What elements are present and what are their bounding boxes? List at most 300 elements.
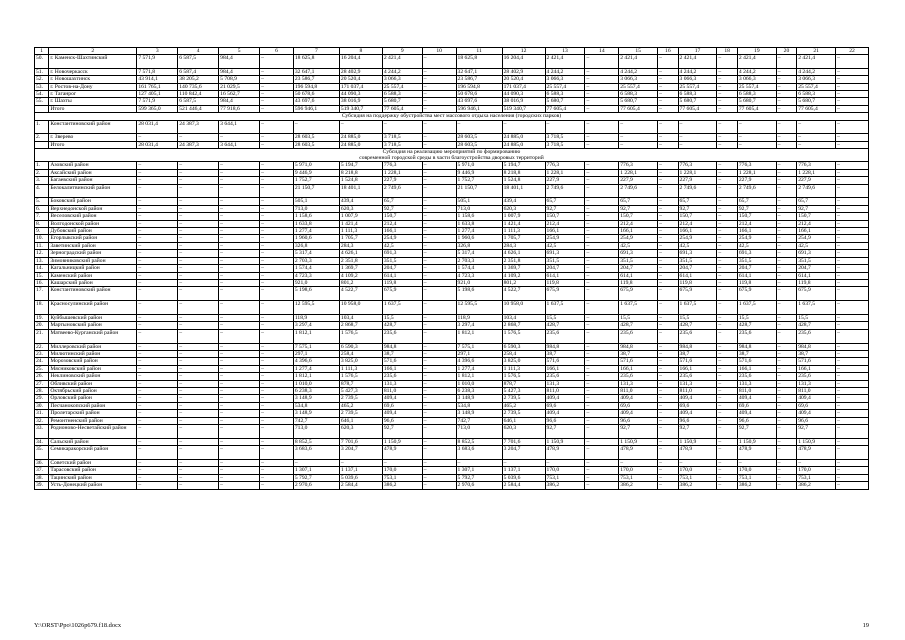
value-cell: 6 587,5 <box>178 98 219 105</box>
value-cell: 2 749,6 <box>678 184 717 198</box>
value-cell: 284,3 <box>339 242 382 249</box>
value-cell: – <box>260 322 294 329</box>
value-cell: 614,1 <box>382 272 422 279</box>
value-cell: – <box>422 184 456 198</box>
value-cell: 25 557,4 <box>797 83 836 90</box>
value-cell: 675,9 <box>545 287 585 301</box>
value-cell: 3 148,9 <box>293 410 339 417</box>
table-row <box>35 474 869 481</box>
value-cell: 326,8 <box>456 242 502 249</box>
value-cell: – <box>422 213 456 220</box>
value-cell: – <box>737 460 776 467</box>
value-cell: – <box>137 162 178 169</box>
value-cell: 28 402,9 <box>502 68 545 75</box>
value-cell: 119,8 <box>678 279 717 286</box>
value-cell: 614,1 <box>678 272 717 279</box>
value-cell: 571,6 <box>545 358 585 365</box>
value-cell: – <box>836 322 869 329</box>
table-row <box>35 287 869 301</box>
value-cell: 409,4 <box>545 395 585 402</box>
value-cell: 8 218,8 <box>502 169 545 176</box>
row-number-cell: 11. <box>35 242 49 249</box>
value-cell: – <box>658 329 678 343</box>
value-cell: 170,0 <box>678 467 717 474</box>
table-row <box>35 350 869 357</box>
value-cell: – <box>776 402 796 409</box>
value-cell: 753,1 <box>545 474 585 481</box>
value-cell: 69,6 <box>678 402 717 409</box>
value-cell: 1 158,6 <box>293 213 339 220</box>
value-cell: – <box>776 242 796 249</box>
value-cell: – <box>776 141 796 148</box>
value-cell: – <box>178 287 219 301</box>
value-cell: 65,7 <box>382 198 422 205</box>
value-cell: 24 885,0 <box>339 141 382 148</box>
value-cell: – <box>836 380 869 387</box>
value-cell: – <box>422 358 456 365</box>
value-cell: – <box>776 474 796 481</box>
value-cell: – <box>219 410 260 417</box>
value-cell: 3 066,3 <box>619 76 658 83</box>
value-cell: 1 421,4 <box>502 220 545 227</box>
municipality-cell: Усть-Донецкий район <box>49 482 137 489</box>
value-cell: – <box>178 343 219 350</box>
value-cell: 25 557,4 <box>545 83 585 90</box>
row-number-cell: 25. <box>35 365 49 372</box>
value-cell: – <box>178 410 219 417</box>
value-cell: 166,1 <box>737 228 776 235</box>
value-cell: – <box>178 329 219 343</box>
value-cell: 150,7 <box>678 213 717 220</box>
value-cell: – <box>585 365 619 372</box>
row-number-cell: 23. <box>35 350 49 357</box>
value-cell: – <box>717 83 737 90</box>
value-cell: – <box>585 387 619 394</box>
value-cell: – <box>260 177 294 184</box>
value-cell: 235,6 <box>619 329 658 343</box>
value-cell: – <box>178 467 219 474</box>
value-cell: 620,3 <box>339 425 382 439</box>
table-row <box>35 438 869 445</box>
municipality-cell: Итого <box>49 141 137 148</box>
document-page <box>34 47 869 490</box>
municipality-cell: Тарасовский район <box>49 467 137 474</box>
value-cell: 77 605,4 <box>619 105 658 112</box>
value-cell: – <box>178 350 219 357</box>
value-cell: 15,5 <box>545 314 585 321</box>
value-cell: – <box>422 55 456 69</box>
value-cell: – <box>658 446 678 460</box>
value-cell: 1 421,4 <box>339 220 382 227</box>
value-cell: – <box>137 365 178 372</box>
value-cell: – <box>585 279 619 286</box>
value-cell: – <box>178 272 219 279</box>
value-cell: – <box>717 235 737 242</box>
table-row <box>35 395 869 402</box>
value-cell: – <box>178 314 219 321</box>
row-number-cell: 19. <box>35 314 49 321</box>
value-cell: – <box>422 242 456 249</box>
column-number-cell: 8 <box>339 48 382 55</box>
value-cell: – <box>422 350 456 357</box>
value-cell: 4 396,6 <box>293 358 339 365</box>
value-cell: – <box>717 425 737 439</box>
value-cell: 131,3 <box>737 380 776 387</box>
value-cell: – <box>137 425 178 439</box>
value-cell: 7 571,9 <box>137 98 178 105</box>
row-number-cell: 3. <box>35 177 49 184</box>
value-cell: – <box>776 329 796 343</box>
value-cell: 4 522,7 <box>339 287 382 301</box>
value-cell: 2 739,5 <box>339 395 382 402</box>
value-cell: 131,3 <box>678 380 717 387</box>
value-cell: 478,9 <box>678 446 717 460</box>
value-cell: – <box>422 314 456 321</box>
value-cell: – <box>776 314 796 321</box>
value-cell: – <box>658 482 678 489</box>
value-cell: 1 111,3 <box>502 365 545 372</box>
value-cell: 235,6 <box>545 329 585 343</box>
value-cell: 96,6 <box>678 417 717 424</box>
value-cell: – <box>260 343 294 350</box>
value-cell: – <box>717 162 737 169</box>
value-cell: – <box>797 141 836 148</box>
value-cell: 7 701,6 <box>339 438 382 445</box>
value-cell: – <box>137 417 178 424</box>
value-cell: – <box>737 134 776 141</box>
value-cell: – <box>422 446 456 460</box>
value-cell: – <box>717 177 737 184</box>
value-cell: – <box>717 395 737 402</box>
value-cell: 28 603,5 <box>456 141 502 148</box>
value-cell: – <box>137 228 178 235</box>
value-cell: 409,4 <box>545 410 585 417</box>
row-number-cell: 26. <box>35 373 49 380</box>
municipality-cell: Обливский район <box>49 380 137 387</box>
value-cell: – <box>260 446 294 460</box>
value-cell: – <box>137 250 178 257</box>
value-cell: – <box>137 460 178 467</box>
value-cell: – <box>585 395 619 402</box>
value-cell: 28 603,5 <box>293 141 339 148</box>
value-cell: – <box>776 98 796 105</box>
value-cell: – <box>717 272 737 279</box>
value-cell: 1 007,9 <box>502 213 545 220</box>
value-cell: 614,1 <box>545 272 585 279</box>
value-cell: 675,9 <box>737 287 776 301</box>
value-cell: – <box>137 387 178 394</box>
value-cell: 1 637,5 <box>737 301 776 315</box>
value-cell: – <box>776 55 796 69</box>
value-cell: 5 317,4 <box>456 250 502 257</box>
value-cell: 776,3 <box>545 162 585 169</box>
value-cell: 1 524,8 <box>339 177 382 184</box>
value-cell: 170,0 <box>545 467 585 474</box>
municipality-cell: г. Шахты <box>49 98 137 105</box>
municipality-cell: Песчанокопский район <box>49 402 137 409</box>
value-cell: 44 090,3 <box>339 91 382 98</box>
value-cell: 386,2 <box>797 482 836 489</box>
value-cell: – <box>717 373 737 380</box>
value-cell: 28 402,9 <box>339 68 382 75</box>
value-cell: – <box>260 169 294 176</box>
value-cell: 1 150,9 <box>619 438 658 445</box>
value-cell: 776,3 <box>797 162 836 169</box>
value-cell: 5 194,7 <box>502 162 545 169</box>
value-cell: 77 605,4 <box>678 105 717 112</box>
value-cell: – <box>219 329 260 343</box>
value-cell: – <box>658 474 678 481</box>
value-cell: – <box>260 220 294 227</box>
value-cell: 3 066,3 <box>737 76 776 83</box>
value-cell: 9 446,9 <box>293 169 339 176</box>
value-cell: 1 637,5 <box>797 301 836 315</box>
value-cell: – <box>422 410 456 417</box>
table-row <box>35 68 869 75</box>
value-cell: 44 090,3 <box>502 91 545 98</box>
value-cell: 258,4 <box>339 350 382 357</box>
value-cell: 4 244,2 <box>382 68 422 75</box>
value-cell: 1 228,1 <box>619 169 658 176</box>
value-cell: – <box>422 425 456 439</box>
value-cell: – <box>658 257 678 264</box>
value-cell: – <box>219 169 260 176</box>
value-cell: – <box>422 68 456 75</box>
value-cell: 92,7 <box>678 205 717 212</box>
value-cell: 409,4 <box>619 395 658 402</box>
table-row <box>35 177 869 184</box>
value-cell: 235,6 <box>678 373 717 380</box>
municipality-cell: Егорлыкский район <box>49 235 137 242</box>
value-cell: – <box>585 242 619 249</box>
value-cell: – <box>619 120 658 134</box>
value-cell: 118,9 <box>293 314 339 321</box>
value-cell: – <box>836 228 869 235</box>
value-cell: 984,8 <box>545 343 585 350</box>
value-cell: – <box>836 55 869 69</box>
value-cell: – <box>619 460 658 467</box>
value-cell: 42,5 <box>545 242 585 249</box>
value-cell: – <box>717 417 737 424</box>
municipality-cell: Заветинский район <box>49 242 137 249</box>
value-cell: 5 427,3 <box>339 387 382 394</box>
value-cell: – <box>776 446 796 460</box>
value-cell: – <box>658 76 678 83</box>
value-cell: 2 421,4 <box>382 55 422 69</box>
value-cell: – <box>585 169 619 176</box>
row-number-cell: 55. <box>35 98 49 105</box>
value-cell: – <box>585 162 619 169</box>
value-cell: – <box>137 265 178 272</box>
value-cell: – <box>836 265 869 272</box>
value-cell: – <box>658 205 678 212</box>
value-cell: 166,1 <box>619 228 658 235</box>
value-cell: – <box>137 287 178 301</box>
value-cell: 6 587,5 <box>178 55 219 69</box>
value-cell: 1 307,1 <box>293 467 339 474</box>
value-cell: – <box>658 91 678 98</box>
value-cell: 984,4 <box>219 55 260 69</box>
value-cell: – <box>260 287 294 301</box>
value-cell: 2 868,7 <box>502 322 545 329</box>
row-number-cell: 1. <box>35 162 49 169</box>
value-cell: – <box>260 162 294 169</box>
column-number-cell: 20 <box>776 48 796 55</box>
value-cell: 7 571,8 <box>137 68 178 75</box>
row-number-cell: 4. <box>35 184 49 198</box>
value-cell: – <box>658 395 678 402</box>
value-cell: – <box>717 314 737 321</box>
value-cell: – <box>585 272 619 279</box>
value-cell: – <box>219 373 260 380</box>
value-cell: – <box>836 205 869 212</box>
value-cell: 1 150,9 <box>797 438 836 445</box>
value-cell: – <box>776 213 796 220</box>
table-row <box>35 141 869 148</box>
value-cell: 753,1 <box>797 474 836 481</box>
value-cell: 409,4 <box>619 410 658 417</box>
table-row <box>35 228 869 235</box>
municipality-cell: Миллеровский район <box>49 343 137 350</box>
value-cell: 21 029,5 <box>219 83 260 90</box>
municipality-cell: Верхнедонской район <box>49 205 137 212</box>
value-cell: – <box>658 365 678 372</box>
value-cell: – <box>422 272 456 279</box>
value-cell: 811,0 <box>382 387 422 394</box>
value-cell: – <box>717 301 737 315</box>
value-cell: 1 228,1 <box>797 169 836 176</box>
value-cell: 10 958,0 <box>339 301 382 315</box>
value-cell: 196 594,8 <box>293 83 339 90</box>
value-cell: – <box>585 322 619 329</box>
value-cell: 166,1 <box>545 228 585 235</box>
value-cell: – <box>585 265 619 272</box>
value-cell: – <box>260 467 294 474</box>
value-cell: – <box>178 242 219 249</box>
value-cell: 614,1 <box>737 272 776 279</box>
value-cell: 1 812,1 <box>456 329 502 343</box>
value-cell: – <box>137 213 178 220</box>
value-cell: 212,4 <box>797 220 836 227</box>
value-cell: 2 868,7 <box>339 322 382 329</box>
value-cell: 212,4 <box>678 220 717 227</box>
value-cell: – <box>178 235 219 242</box>
value-cell: 1 576,5 <box>502 329 545 343</box>
value-cell: 984,4 <box>219 98 260 105</box>
value-cell: 5 680,7 <box>737 98 776 105</box>
value-cell: – <box>717 446 737 460</box>
value-cell: – <box>260 91 294 98</box>
value-cell: 465,2 <box>339 402 382 409</box>
value-cell: 409,4 <box>737 395 776 402</box>
value-cell: 5 680,7 <box>619 98 658 105</box>
value-cell: – <box>678 134 717 141</box>
value-cell: – <box>776 91 796 98</box>
value-cell: – <box>422 395 456 402</box>
value-cell: 32 647,1 <box>456 68 502 75</box>
value-cell: – <box>422 329 456 343</box>
value-cell: – <box>219 460 260 467</box>
row-number-cell: 14. <box>35 265 49 272</box>
value-cell: – <box>776 395 796 402</box>
value-cell: 1 228,1 <box>382 169 422 176</box>
municipality-cell: Советский район <box>49 460 137 467</box>
municipality-cell: Тацинский район <box>49 474 137 481</box>
value-cell: 9 446,9 <box>456 169 502 176</box>
value-cell: 571,6 <box>737 358 776 365</box>
row-number-cell: 31. <box>35 410 49 417</box>
value-cell: – <box>836 83 869 90</box>
row-number-cell: 22. <box>35 343 49 350</box>
value-cell: – <box>776 380 796 387</box>
row-number-cell: 24. <box>35 358 49 365</box>
value-cell: 204,7 <box>545 265 585 272</box>
value-cell: 753,1 <box>737 474 776 481</box>
value-cell: – <box>260 387 294 394</box>
value-cell: 2 749,6 <box>797 184 836 198</box>
value-cell: 18 401,1 <box>502 184 545 198</box>
value-cell: 3 683,6 <box>293 446 339 460</box>
value-cell: 20 520,4 <box>502 76 545 83</box>
value-cell: – <box>836 387 869 394</box>
value-cell: – <box>836 272 869 279</box>
value-cell: – <box>658 387 678 394</box>
value-cell: 428,7 <box>678 322 717 329</box>
value-cell: – <box>178 184 219 198</box>
value-cell: – <box>178 365 219 372</box>
value-cell: 170,0 <box>382 467 422 474</box>
municipality-cell: Волгодонской район <box>49 220 137 227</box>
value-cell: – <box>836 250 869 257</box>
value-cell: 5 680,7 <box>545 98 585 105</box>
value-cell: – <box>422 279 456 286</box>
value-cell: 131,3 <box>619 380 658 387</box>
municipality-cell: Матвеево-Курганский район <box>49 329 137 343</box>
value-cell: – <box>260 213 294 220</box>
column-number-row <box>35 48 869 55</box>
value-cell: – <box>260 279 294 286</box>
row-number-cell: 9. <box>35 228 49 235</box>
value-cell: 12 595,5 <box>293 301 339 315</box>
value-cell: – <box>137 358 178 365</box>
value-cell: – <box>776 265 796 272</box>
value-cell: – <box>422 105 456 112</box>
value-cell: – <box>260 120 294 134</box>
value-cell: 28 603,5 <box>456 134 502 141</box>
value-cell: – <box>219 446 260 460</box>
value-cell: 5 680,7 <box>678 98 717 105</box>
value-cell: 753,1 <box>678 474 717 481</box>
value-cell: 24 885,0 <box>502 141 545 148</box>
value-cell: – <box>836 198 869 205</box>
value-cell: – <box>422 287 456 301</box>
value-cell: – <box>422 322 456 329</box>
value-cell: – <box>776 83 796 90</box>
value-cell: – <box>178 482 219 489</box>
column-number-cell: 2 <box>49 48 137 55</box>
value-cell: 150,7 <box>382 213 422 220</box>
value-cell: – <box>219 402 260 409</box>
value-cell: – <box>658 467 678 474</box>
value-cell: – <box>737 120 776 134</box>
value-cell: 691,3 <box>797 250 836 257</box>
value-cell: – <box>219 250 260 257</box>
value-cell: – <box>717 350 737 357</box>
table-row <box>35 482 869 489</box>
value-cell: – <box>178 402 219 409</box>
value-cell: – <box>219 387 260 394</box>
value-cell: – <box>422 417 456 424</box>
